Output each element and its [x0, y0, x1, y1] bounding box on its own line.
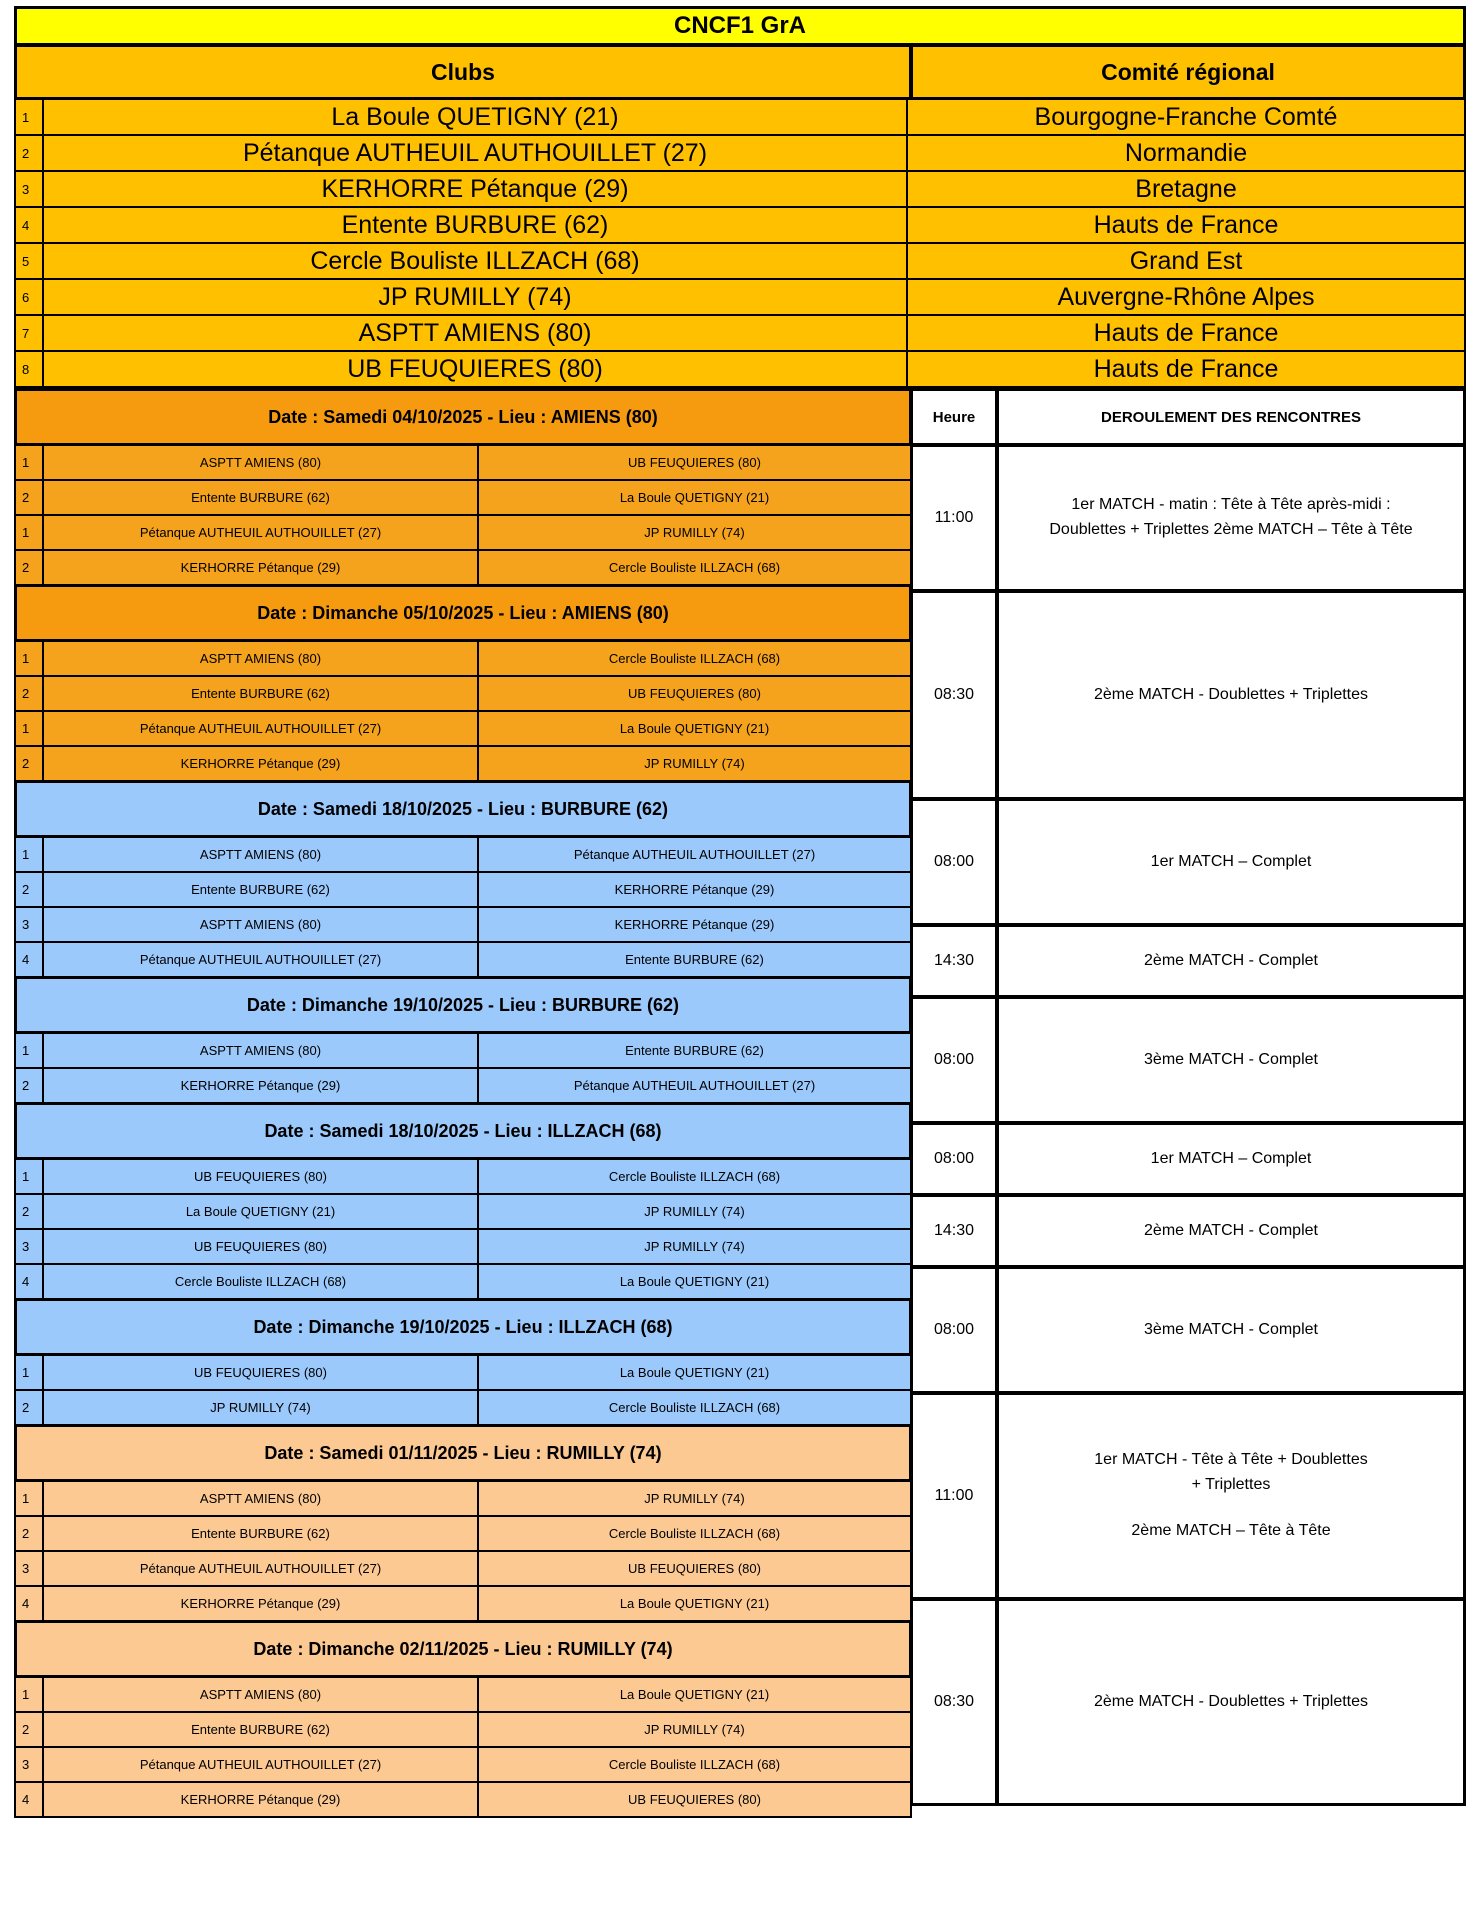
- match-number: 2: [14, 1711, 44, 1748]
- team-home: Pétanque AUTHEUIL AUTHOUILLET (27): [42, 710, 479, 747]
- match-row: [14, 479, 910, 514]
- team-home: ASPTT AMIENS (80): [42, 836, 479, 873]
- team-away: JP RUMILLY (74): [477, 1711, 912, 1748]
- heure-value: 08:30: [910, 1598, 998, 1806]
- team-home: ASPTT AMIENS (80): [42, 1032, 479, 1069]
- day-block: [14, 1424, 910, 1620]
- club-name: La Boule QUETIGNY (21): [42, 98, 908, 136]
- team-home: UB FEUQUIERES (80): [42, 1354, 479, 1391]
- timing-row: [910, 1266, 1464, 1392]
- timing-list: [910, 444, 1464, 1804]
- match-row: [14, 1389, 910, 1424]
- deroulement-line: Doublettes + Triplettes 2ème MATCH – Tête à Tête: [1049, 521, 1413, 538]
- day-date-header: Date : Dimanche 19/10/2025 - Lieu : ILLZACH (68): [14, 1298, 912, 1356]
- deroulement-line: 3ème MATCH - Complet: [1144, 1050, 1318, 1068]
- team-away: La Boule QUETIGNY (21): [477, 1354, 912, 1391]
- match-number: 2: [14, 549, 44, 586]
- match-row: [14, 1263, 910, 1298]
- day-date-header: Date : Samedi 18/10/2025 - Lieu : ILLZACH (68): [14, 1102, 912, 1160]
- timing-row: [910, 798, 1464, 924]
- deroulement-line: 1er MATCH - Tête à Tête + Doublettes: [1094, 1450, 1368, 1468]
- team-home: KERHORRE Pétanque (29): [42, 1067, 479, 1104]
- team-home: Entente BURBURE (62): [42, 871, 479, 908]
- deroulement-line: 1er MATCH – Complet: [1150, 1149, 1312, 1167]
- club-name: KERHORRE Pétanque (29): [42, 170, 908, 208]
- match-number: 4: [14, 1781, 44, 1818]
- club-row: [14, 134, 1464, 170]
- club-number: 6: [14, 278, 44, 316]
- heure-value: 08:30: [910, 590, 998, 800]
- club-name: UB FEUQUIERES (80): [42, 350, 908, 388]
- region-header: Comité régional: [910, 44, 1466, 100]
- day-date-header: Date : Samedi 04/10/2025 - Lieu : AMIENS (80): [14, 388, 912, 446]
- deroulement-header: DEROULEMENT DES RENCONTRES: [996, 388, 1466, 446]
- timing-row: [910, 590, 1464, 798]
- match-number: 4: [14, 1585, 44, 1622]
- club-row: [14, 278, 1464, 314]
- match-row: [14, 640, 910, 675]
- match-row: [14, 675, 910, 710]
- heure-value: 14:30: [910, 1194, 998, 1268]
- team-away: JP RUMILLY (74): [477, 1193, 912, 1230]
- match-number: 2: [14, 1193, 44, 1230]
- club-name: ASPTT AMIENS (80): [42, 314, 908, 352]
- club-region: Hauts de France: [906, 350, 1466, 388]
- team-home: ASPTT AMIENS (80): [42, 1480, 479, 1517]
- match-number: 2: [14, 1389, 44, 1426]
- team-home: Cercle Bouliste ILLZACH (68): [42, 1263, 479, 1300]
- match-row: [14, 1781, 910, 1816]
- match-number: 1: [14, 1032, 44, 1069]
- team-away: La Boule QUETIGNY (21): [477, 1263, 912, 1300]
- club-number: 2: [14, 134, 44, 172]
- team-home: Entente BURBURE (62): [42, 675, 479, 712]
- team-home: Entente BURBURE (62): [42, 1711, 479, 1748]
- clubs-list: [14, 98, 1464, 386]
- team-away: La Boule QUETIGNY (21): [477, 1585, 912, 1622]
- match-number: 1: [14, 1354, 44, 1391]
- timing-row: [910, 996, 1464, 1122]
- team-away: Cercle Bouliste ILLZACH (68): [477, 1746, 912, 1783]
- match-number: 3: [14, 906, 44, 943]
- team-home: KERHORRE Pétanque (29): [42, 745, 479, 782]
- team-away: UB FEUQUIERES (80): [477, 1550, 912, 1587]
- team-home: JP RUMILLY (74): [42, 1389, 479, 1426]
- team-away: Pétanque AUTHEUIL AUTHOUILLET (27): [477, 1067, 912, 1104]
- club-name: Cercle Bouliste ILLZACH (68): [42, 242, 908, 280]
- match-row: [14, 1515, 910, 1550]
- match-number: 1: [14, 640, 44, 677]
- club-number: 3: [14, 170, 44, 208]
- team-away: La Boule QUETIGNY (21): [477, 479, 912, 516]
- deroulement-line: 2ème MATCH - Doublettes + Triplettes: [1093, 685, 1369, 703]
- deroulement-text: [996, 1266, 1466, 1394]
- team-away: JP RUMILLY (74): [477, 514, 912, 551]
- club-row: [14, 314, 1464, 350]
- team-away: JP RUMILLY (74): [477, 1228, 912, 1265]
- match-row: [14, 1711, 910, 1746]
- match-row: [14, 1480, 910, 1515]
- match-number: 2: [14, 745, 44, 782]
- heure-value: 11:00: [910, 444, 998, 592]
- team-home: KERHORRE Pétanque (29): [42, 1781, 479, 1818]
- team-home: La Boule QUETIGNY (21): [42, 1193, 479, 1230]
- match-row: [14, 710, 910, 745]
- team-away: UB FEUQUIERES (80): [477, 675, 912, 712]
- match-row: [14, 745, 910, 780]
- club-name: Entente BURBURE (62): [42, 206, 908, 244]
- team-away: La Boule QUETIGNY (21): [477, 710, 912, 747]
- day-block: [14, 1620, 910, 1816]
- timing-row: [910, 444, 1464, 590]
- team-away: Cercle Bouliste ILLZACH (68): [477, 1389, 912, 1426]
- club-name: JP RUMILLY (74): [42, 278, 908, 316]
- match-row: [14, 1746, 910, 1781]
- match-row: [14, 1158, 910, 1193]
- team-home: ASPTT AMIENS (80): [42, 906, 479, 943]
- team-away: KERHORRE Pétanque (29): [477, 906, 912, 943]
- team-home: Entente BURBURE (62): [42, 1515, 479, 1552]
- deroulement-text: [996, 1598, 1466, 1806]
- club-row: [14, 206, 1464, 242]
- deroulement-line: 1er MATCH - matin : Tête à Tête après-midi :: [1071, 496, 1391, 514]
- match-number: 1: [14, 710, 44, 747]
- club-number: 7: [14, 314, 44, 352]
- club-number: 4: [14, 206, 44, 244]
- match-row: [14, 836, 910, 871]
- team-home: KERHORRE Pétanque (29): [42, 1585, 479, 1622]
- match-number: 1: [14, 836, 44, 873]
- match-number: 1: [14, 444, 44, 481]
- deroulement-line: 2ème MATCH - Complet: [1144, 1221, 1318, 1239]
- club-row: [14, 98, 1464, 134]
- timing-row: [910, 1598, 1464, 1804]
- club-row: [14, 350, 1464, 386]
- team-away: La Boule QUETIGNY (21): [477, 1676, 912, 1713]
- day-date-header: Date : Dimanche 02/11/2025 - Lieu : RUMILLY (74): [14, 1620, 912, 1678]
- match-row: [14, 1228, 910, 1263]
- match-row: [14, 871, 910, 906]
- deroulement-text: [996, 1122, 1466, 1196]
- day-date-header: Date : Samedi 01/11/2025 - Lieu : RUMILLY (74): [14, 1424, 912, 1482]
- match-number: 2: [14, 1067, 44, 1104]
- team-away: Pétanque AUTHEUIL AUTHOUILLET (27): [477, 836, 912, 873]
- deroulement-line: 2ème MATCH – Tête à Tête: [1131, 1522, 1331, 1540]
- deroulement-text: [996, 996, 1466, 1124]
- club-region: Auvergne-Rhône Alpes: [906, 278, 1466, 316]
- club-number: 5: [14, 242, 44, 280]
- team-away: Cercle Bouliste ILLZACH (68): [477, 1515, 912, 1552]
- team-away: JP RUMILLY (74): [477, 745, 912, 782]
- day-date-header: Date : Samedi 18/10/2025 - Lieu : BURBURE (62): [14, 780, 912, 838]
- team-away: Cercle Bouliste ILLZACH (68): [477, 549, 912, 586]
- team-home: Pétanque AUTHEUIL AUTHOUILLET (27): [42, 941, 479, 978]
- club-region: Hauts de France: [906, 314, 1466, 352]
- team-home: Pétanque AUTHEUIL AUTHOUILLET (27): [42, 514, 479, 551]
- team-away: KERHORRE Pétanque (29): [477, 871, 912, 908]
- timing-column: [910, 388, 1464, 1816]
- match-row: [14, 514, 910, 549]
- match-number: 1: [14, 514, 44, 551]
- match-row: [14, 1193, 910, 1228]
- team-home: UB FEUQUIERES (80): [42, 1158, 479, 1195]
- match-number: 1: [14, 1158, 44, 1195]
- match-row: [14, 1676, 910, 1711]
- team-home: ASPTT AMIENS (80): [42, 1676, 479, 1713]
- deroulement-text: [996, 444, 1466, 592]
- team-home: KERHORRE Pétanque (29): [42, 549, 479, 586]
- club-name: Pétanque AUTHEUIL AUTHOUILLET (27): [42, 134, 908, 172]
- team-away: Entente BURBURE (62): [477, 941, 912, 978]
- team-home: UB FEUQUIERES (80): [42, 1228, 479, 1265]
- team-away: UB FEUQUIERES (80): [477, 1781, 912, 1818]
- team-away: Entente BURBURE (62): [477, 1032, 912, 1069]
- heure-value: 08:00: [910, 996, 998, 1124]
- heure-value: 08:00: [910, 1122, 998, 1196]
- heure-value: 08:00: [910, 798, 998, 926]
- match-row: [14, 1354, 910, 1389]
- day-date-header: Date : Dimanche 19/10/2025 - Lieu : BURBURE (62): [14, 976, 912, 1034]
- day-block: [14, 1102, 910, 1298]
- schedule-sheet: [14, 6, 1464, 1816]
- schedule-grid: [14, 388, 1464, 1816]
- team-away: Cercle Bouliste ILLZACH (68): [477, 1158, 912, 1195]
- match-number: 3: [14, 1746, 44, 1783]
- team-home: Entente BURBURE (62): [42, 479, 479, 516]
- team-away: JP RUMILLY (74): [477, 1480, 912, 1517]
- day-block: [14, 584, 910, 780]
- deroulement-line: 2ème MATCH - Complet: [1144, 951, 1318, 969]
- team-home: ASPTT AMIENS (80): [42, 640, 479, 677]
- day-date-header: Date : Dimanche 05/10/2025 - Lieu : AMIENS (80): [14, 584, 912, 642]
- clubs-header: Clubs: [14, 44, 912, 100]
- match-row: [14, 1585, 910, 1620]
- match-number: 2: [14, 479, 44, 516]
- club-region: Grand Est: [906, 242, 1466, 280]
- match-number: 1: [14, 1480, 44, 1517]
- deroulement-line: 1er MATCH – Complet: [1150, 852, 1312, 870]
- deroulement-text: [996, 1194, 1466, 1268]
- match-number: 4: [14, 1263, 44, 1300]
- match-row: [14, 1032, 910, 1067]
- days-column: [14, 388, 910, 1816]
- club-row: [14, 170, 1464, 206]
- team-away: Cercle Bouliste ILLZACH (68): [477, 640, 912, 677]
- match-row: [14, 549, 910, 584]
- club-number: 1: [14, 98, 44, 136]
- deroulement-line: 2ème MATCH - Doublettes + Triplettes: [1093, 1692, 1369, 1710]
- deroulement-text: [996, 798, 1466, 926]
- match-number: 3: [14, 1228, 44, 1265]
- timing-row: [910, 1122, 1464, 1194]
- club-region: Normandie: [906, 134, 1466, 172]
- team-home: ASPTT AMIENS (80): [42, 444, 479, 481]
- deroulement-text: [996, 924, 1466, 998]
- timing-row: [910, 1392, 1464, 1598]
- match-number: 2: [14, 871, 44, 908]
- heure-value: 11:00: [910, 1392, 998, 1600]
- sheet-title: CNCF1 GrA: [14, 6, 1466, 46]
- deroulement-text: [996, 1392, 1466, 1600]
- timing-row: [910, 924, 1464, 996]
- match-number: 3: [14, 1550, 44, 1587]
- heure-value: 14:30: [910, 924, 998, 998]
- day-block: [14, 388, 910, 584]
- match-number: 2: [14, 675, 44, 712]
- match-number: 2: [14, 1515, 44, 1552]
- day-block: [14, 976, 910, 1102]
- match-row: [14, 1067, 910, 1102]
- club-region: Bretagne: [906, 170, 1466, 208]
- deroulement-line: + Triplettes: [1191, 1475, 1271, 1493]
- heure-value: 08:00: [910, 1266, 998, 1394]
- day-block: [14, 780, 910, 976]
- heure-header: Heure: [910, 388, 998, 446]
- match-row: [14, 906, 910, 941]
- day-block: [14, 1298, 910, 1424]
- match-number: 1: [14, 1676, 44, 1713]
- match-row: [14, 444, 910, 479]
- club-row: [14, 242, 1464, 278]
- team-away: UB FEUQUIERES (80): [477, 444, 912, 481]
- match-row: [14, 1550, 910, 1585]
- match-row: [14, 941, 910, 976]
- club-region: Bourgogne-Franche Comté: [906, 98, 1466, 136]
- team-home: Pétanque AUTHEUIL AUTHOUILLET (27): [42, 1550, 479, 1587]
- club-number: 8: [14, 350, 44, 388]
- match-number: 4: [14, 941, 44, 978]
- timing-row: [910, 1194, 1464, 1266]
- deroulement-text: [996, 590, 1466, 800]
- club-region: Hauts de France: [906, 206, 1466, 244]
- team-home: Pétanque AUTHEUIL AUTHOUILLET (27): [42, 1746, 479, 1783]
- deroulement-line: 3ème MATCH - Complet: [1144, 1320, 1318, 1338]
